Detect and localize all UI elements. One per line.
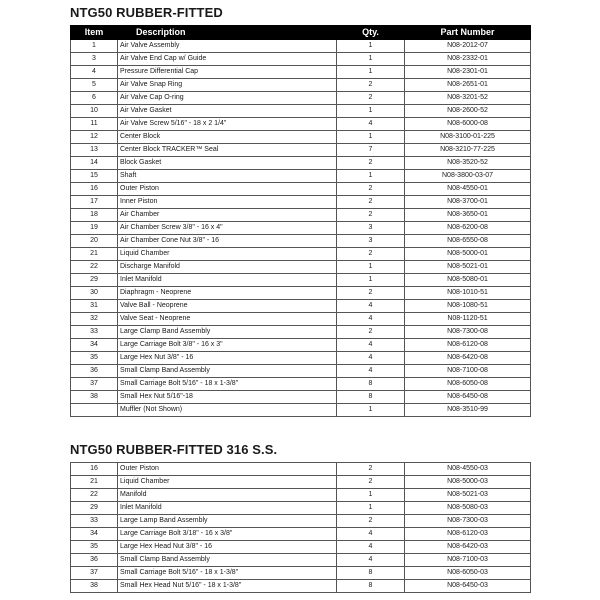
item-cell: 33 (71, 515, 118, 528)
qty-cell: 1 (337, 40, 405, 53)
part-number-cell: N08-6450-08 (405, 391, 531, 404)
item-cell: 30 (71, 287, 118, 300)
part-number-cell: N08-7300-03 (405, 515, 531, 528)
table-row (71, 222, 531, 235)
item-cell: 22 (71, 489, 118, 502)
part-number-cell: N08-5021-01 (405, 261, 531, 274)
item-cell: 17 (71, 196, 118, 209)
description-cell: Large Carriage Bolt 3/18" - 16 x 3/8" (118, 528, 337, 541)
item-cell: 37 (71, 567, 118, 580)
item-cell: 32 (71, 313, 118, 326)
part-number-cell: N08-6450-03 (405, 580, 531, 593)
description-cell: Small Carriage Bolt 5/16" - 18 x 1-3/8" (118, 567, 337, 580)
table-row (71, 274, 531, 287)
part-number-cell: N08-6050-03 (405, 567, 531, 580)
item-cell (71, 404, 118, 417)
description-cell: Block Gasket (118, 157, 337, 170)
description-cell: Large Carriage Bolt 3/8" - 16 x 3" (118, 339, 337, 352)
table-row (71, 144, 531, 157)
description-cell: Center Block (118, 131, 337, 144)
item-cell: 21 (71, 248, 118, 261)
item-cell: 11 (71, 118, 118, 131)
description-cell: Liquid Chamber (118, 248, 337, 261)
part-number-cell: N08-1080-51 (405, 300, 531, 313)
qty-cell: 2 (337, 157, 405, 170)
item-cell: 35 (71, 541, 118, 554)
table-row (71, 92, 531, 105)
qty-cell: 4 (337, 554, 405, 567)
item-cell: 19 (71, 222, 118, 235)
item-cell: 20 (71, 235, 118, 248)
description-cell: Small Hex Nut 5/16"-18 (118, 391, 337, 404)
table-row (71, 554, 531, 567)
qty-cell: 4 (337, 541, 405, 554)
item-cell: 16 (71, 183, 118, 196)
part-number-cell: N08-2332-01 (405, 53, 531, 66)
description-cell: Outer Piston (118, 463, 337, 476)
table-row (71, 261, 531, 274)
table-row (71, 131, 531, 144)
description-cell: Inlet Manifold (118, 502, 337, 515)
part-number-cell: N08-3520-52 (405, 157, 531, 170)
part-number-cell: N08-6420-08 (405, 352, 531, 365)
description-cell: Manifold (118, 489, 337, 502)
qty-cell: 2 (337, 515, 405, 528)
description-cell: Air Valve Screw 5/16" - 18 x 2 1/4" (118, 118, 337, 131)
item-cell: 3 (71, 53, 118, 66)
qty-cell: 2 (337, 476, 405, 489)
table-row (71, 118, 531, 131)
table-row (71, 209, 531, 222)
description-cell: Air Chamber Screw 3/8" - 16 x 4" (118, 222, 337, 235)
table-row (71, 391, 531, 404)
description-cell: Air Valve End Cap w/ Guide (118, 53, 337, 66)
table-row (71, 66, 531, 79)
qty-cell: 7 (337, 144, 405, 157)
part-number-cell: N08-1010-51 (405, 287, 531, 300)
item-cell: 38 (71, 391, 118, 404)
qty-cell: 2 (337, 248, 405, 261)
header-item: Item (71, 26, 118, 40)
description-cell: Air Chamber Cone Nut 3/8" - 16 (118, 235, 337, 248)
item-cell: 37 (71, 378, 118, 391)
part-number-cell: N08-3510-99 (405, 404, 531, 417)
qty-cell: 4 (337, 528, 405, 541)
description-cell: Large Hex Head Nut 3/8" - 16 (118, 541, 337, 554)
table-row (71, 502, 531, 515)
item-cell: 16 (71, 463, 118, 476)
description-cell: Small Clamp Band Assembly (118, 554, 337, 567)
part-number-cell: N08-4550-01 (405, 183, 531, 196)
part-number-cell: N08-6550-08 (405, 235, 531, 248)
part-number-cell: N08-1120-51 (405, 313, 531, 326)
item-cell: 29 (71, 274, 118, 287)
description-cell: Large Lamp Band Assembly (118, 515, 337, 528)
description-cell: Pressure Differential Cap (118, 66, 337, 79)
item-cell: 22 (71, 261, 118, 274)
table-row (71, 170, 531, 183)
item-cell: 31 (71, 300, 118, 313)
qty-cell: 2 (337, 183, 405, 196)
qty-cell: 1 (337, 274, 405, 287)
description-cell: Discharge Manifold (118, 261, 337, 274)
qty-cell: 1 (337, 53, 405, 66)
qty-cell: 1 (337, 105, 405, 118)
part-number-cell: N08-2301-01 (405, 66, 531, 79)
part-number-cell: N08-6420-03 (405, 541, 531, 554)
description-cell: Center Block TRACKER™ Seal (118, 144, 337, 157)
table-row (71, 196, 531, 209)
item-cell: 36 (71, 365, 118, 378)
table-row (71, 339, 531, 352)
part-number-cell: N08-4550-03 (405, 463, 531, 476)
table-row (71, 53, 531, 66)
table-row (71, 79, 531, 92)
part-number-cell: N08-6000-08 (405, 118, 531, 131)
qty-cell: 2 (337, 79, 405, 92)
qty-cell: 2 (337, 92, 405, 105)
qty-cell: 2 (337, 287, 405, 300)
table-row (71, 541, 531, 554)
table-row (71, 476, 531, 489)
table-row (71, 352, 531, 365)
qty-cell: 1 (337, 170, 405, 183)
item-cell: 38 (71, 580, 118, 593)
description-cell: Shaft (118, 170, 337, 183)
part-number-cell: N08-5021-03 (405, 489, 531, 502)
item-cell: 36 (71, 554, 118, 567)
part-number-cell: N08-5080-01 (405, 274, 531, 287)
item-cell: 29 (71, 502, 118, 515)
item-cell: 10 (71, 105, 118, 118)
description-cell: Valve Seat - Neoprene (118, 313, 337, 326)
item-cell: 1 (71, 40, 118, 53)
part-number-cell: N08-3650-01 (405, 209, 531, 222)
table-row (71, 183, 531, 196)
item-cell: 34 (71, 528, 118, 541)
qty-cell: 1 (337, 502, 405, 515)
part-number-cell: N08-6200-08 (405, 222, 531, 235)
table-row (71, 235, 531, 248)
part-number-cell: N08-6050-08 (405, 378, 531, 391)
table-row (71, 567, 531, 580)
qty-cell: 8 (337, 580, 405, 593)
description-cell: Valve Ball - Neoprene (118, 300, 337, 313)
parts-table-316-ss (70, 462, 531, 593)
qty-cell: 4 (337, 352, 405, 365)
part-number-cell: N08-3800-03-07 (405, 170, 531, 183)
part-number-cell: N08-5080-03 (405, 502, 531, 515)
header-description: Description (118, 26, 337, 40)
part-number-cell: N08-3201-52 (405, 92, 531, 105)
part-number-cell: N08-5000-01 (405, 248, 531, 261)
qty-cell: 1 (337, 261, 405, 274)
item-cell: 12 (71, 131, 118, 144)
item-cell: 21 (71, 476, 118, 489)
part-number-cell: N08-7100-03 (405, 554, 531, 567)
part-number-cell: N08-3700-01 (405, 196, 531, 209)
part-number-cell: N08-5000-03 (405, 476, 531, 489)
item-cell: 5 (71, 79, 118, 92)
table-row (71, 515, 531, 528)
table-row (71, 489, 531, 502)
description-cell: Liquid Chamber (118, 476, 337, 489)
description-cell: Outer Piston (118, 183, 337, 196)
part-number-cell: N08-3100-01-225 (405, 131, 531, 144)
section2-title: NTG50 RUBBER-FITTED 316 S.S. (70, 442, 278, 457)
description-cell: Air Valve Gasket (118, 105, 337, 118)
table-row (71, 287, 531, 300)
table-row (71, 528, 531, 541)
item-cell: 14 (71, 157, 118, 170)
qty-cell: 2 (337, 463, 405, 476)
qty-cell: 1 (337, 131, 405, 144)
qty-cell: 8 (337, 567, 405, 580)
table-row (71, 378, 531, 391)
description-cell: Air Chamber (118, 209, 337, 222)
table-row (71, 300, 531, 313)
description-cell: Diaphragm - Neoprene (118, 287, 337, 300)
qty-cell: 4 (337, 118, 405, 131)
table-row (71, 463, 531, 476)
description-cell: Inlet Manifold (118, 274, 337, 287)
table-row (71, 580, 531, 593)
qty-cell: 2 (337, 196, 405, 209)
description-cell: Large Hex Nut 3/8" - 16 (118, 352, 337, 365)
part-number-cell: N08-2012-07 (405, 40, 531, 53)
table-row (71, 365, 531, 378)
table-row (71, 326, 531, 339)
table-row (71, 40, 531, 53)
qty-cell: 4 (337, 339, 405, 352)
table-header-row (71, 26, 531, 40)
qty-cell: 1 (337, 489, 405, 502)
qty-cell: 1 (337, 66, 405, 79)
qty-cell: 8 (337, 378, 405, 391)
description-cell: Air Valve Cap O-ring (118, 92, 337, 105)
part-number-cell: N08-2600-52 (405, 105, 531, 118)
qty-cell: 2 (337, 209, 405, 222)
item-cell: 4 (71, 66, 118, 79)
qty-cell: 1 (337, 404, 405, 417)
item-cell: 13 (71, 144, 118, 157)
table-row (71, 105, 531, 118)
item-cell: 33 (71, 326, 118, 339)
description-cell: Small Carriage Bolt 5/16" - 18 x 1-3/8" (118, 378, 337, 391)
item-cell: 18 (71, 209, 118, 222)
description-cell: Inner Piston (118, 196, 337, 209)
part-number-cell: N08-3210-77-225 (405, 144, 531, 157)
part-number-cell: N08-7300-08 (405, 326, 531, 339)
qty-cell: 4 (337, 365, 405, 378)
item-cell: 15 (71, 170, 118, 183)
table-row (71, 404, 531, 417)
qty-cell: 8 (337, 391, 405, 404)
table-row (71, 313, 531, 326)
header-qty: Qty. (337, 26, 405, 40)
item-cell: 35 (71, 352, 118, 365)
table-row (71, 157, 531, 170)
header-part-number: Part Number (405, 26, 531, 40)
part-number-cell: N08-2651-01 (405, 79, 531, 92)
item-cell: 6 (71, 92, 118, 105)
item-cell: 34 (71, 339, 118, 352)
description-cell: Air Valve Assembly (118, 40, 337, 53)
qty-cell: 3 (337, 235, 405, 248)
qty-cell: 2 (337, 326, 405, 339)
description-cell: Large Clamp Band Assembly (118, 326, 337, 339)
part-number-cell: N08-6120-08 (405, 339, 531, 352)
qty-cell: 4 (337, 300, 405, 313)
description-cell: Air Valve Snap Ring (118, 79, 337, 92)
qty-cell: 4 (337, 313, 405, 326)
parts-table-rubber-fitted (70, 25, 531, 417)
section1-title: NTG50 RUBBER-FITTED (70, 5, 223, 20)
table-row (71, 248, 531, 261)
description-cell: Muffler (Not Shown) (118, 404, 337, 417)
part-number-cell: N08-7100-08 (405, 365, 531, 378)
description-cell: Small Hex Head Nut 5/16" - 18 x 1-3/8" (118, 580, 337, 593)
qty-cell: 3 (337, 222, 405, 235)
part-number-cell: N08-6120-03 (405, 528, 531, 541)
description-cell: Small Clamp Band Assembly (118, 365, 337, 378)
